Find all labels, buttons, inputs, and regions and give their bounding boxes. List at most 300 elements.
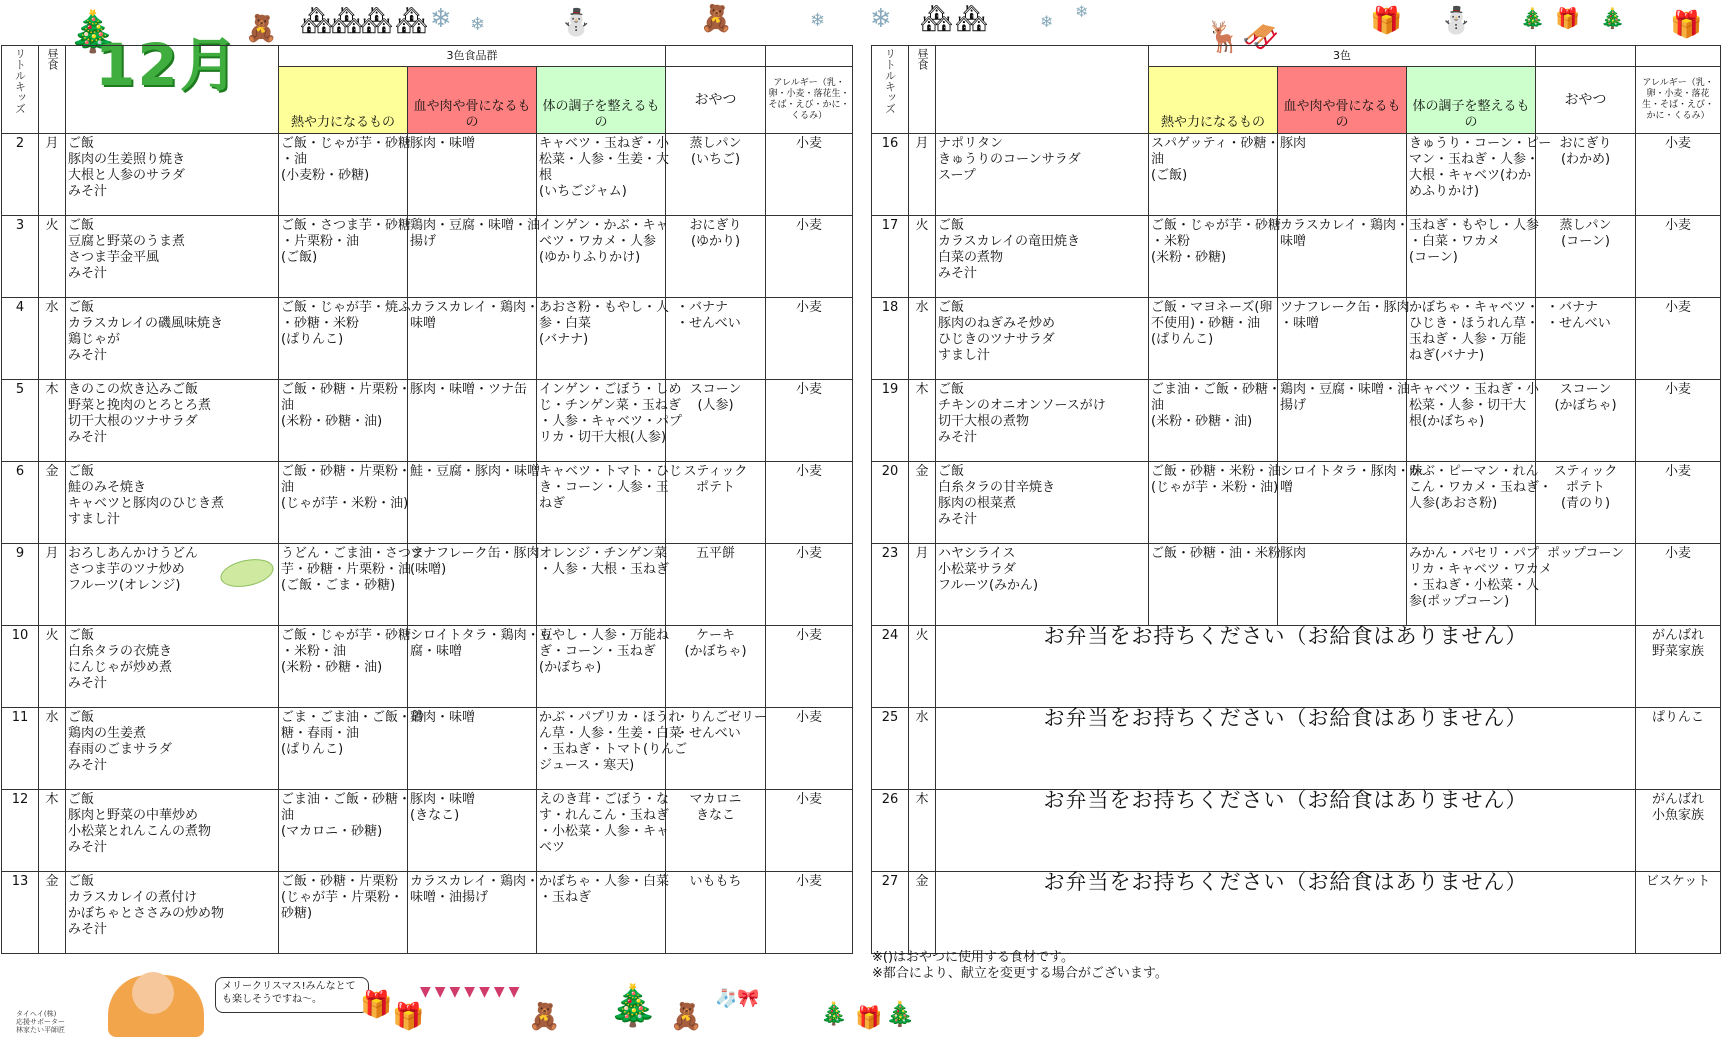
bunting-icon: ▼▼▼▼▼▼▼	[420, 984, 524, 1000]
ingredient-text: リカ・切干大根(人参)	[539, 430, 667, 445]
snack-cell	[666, 134, 766, 216]
lunch-menu-cell	[66, 380, 279, 462]
gift-icon: 🎁	[1370, 6, 1403, 36]
menu-item: みそ汁	[68, 758, 108, 773]
menu-item: 豚肉の根菜煮	[938, 496, 1017, 511]
date-cell: 3	[2, 216, 39, 298]
lunch-menu-cell	[936, 298, 1149, 380]
bento-notice: お弁当をお持ちください（お給食はありません）	[936, 626, 1636, 708]
ingredient-text: ・玉ねぎ	[539, 890, 592, 905]
menu-table-right	[871, 45, 1721, 954]
snack-header-top	[1536, 46, 1636, 67]
weekday-cell: 火	[39, 626, 66, 708]
menu-header	[66, 46, 279, 134]
menu-item: ご飯	[68, 218, 95, 233]
snack-text: ポテト	[696, 480, 736, 495]
weekday-cell: 木	[39, 380, 66, 462]
allergy-header-top	[1636, 46, 1721, 67]
snack-cell	[1536, 216, 1636, 298]
snack-cell	[666, 790, 766, 872]
allergy-cell: 小麦	[766, 790, 853, 872]
ingredient-text: カラスカレイ・鶏肉・	[410, 874, 539, 889]
yellow-group-cell	[279, 708, 425, 790]
ingredient-text: キャベツ・玉ねぎ・小	[1409, 382, 1540, 397]
allergy-cell: 小麦	[1636, 216, 1721, 298]
weekday-cell: 金	[909, 462, 936, 544]
menu-item: みそ汁	[68, 266, 108, 281]
ingredient-text: かぼちゃ・人参・白菜	[539, 874, 670, 889]
allergy-header: アレルギー（乳・卵・小麦・落花生・そば・えび・かに・くるみ）	[1636, 67, 1721, 134]
bento-notice: お弁当をお持ちください（お給食はありません）	[936, 790, 1636, 872]
bear-icon: 🧸	[528, 1002, 561, 1032]
red-group-cell	[1278, 380, 1411, 462]
ingredient-text: (ご飯)	[281, 250, 318, 265]
snack-cell	[666, 216, 766, 298]
yellow-group-cell	[279, 134, 412, 216]
ingredient-text: (きなこ)	[410, 808, 460, 823]
ingredient-text: (じゃが芋・米粉・油)	[1151, 480, 1279, 495]
menu-item: みそ汁	[68, 676, 108, 691]
allergy-cell: 小麦	[1636, 134, 1721, 216]
green-group-cell	[537, 708, 688, 790]
snack-text: ポテト	[1566, 480, 1606, 495]
group-green-header: 体の調子を整えるもの	[1407, 67, 1536, 134]
ingredient-text: ご飯・砂糖・米粉・油	[1151, 464, 1282, 479]
food-groups-header: 3色食品群	[279, 46, 666, 67]
snack-text: スコーン	[1559, 382, 1612, 397]
ingredient-text: す・れんこん・玉ねぎ	[539, 808, 670, 823]
ingredient-text: カラスカレイ・鶏肉・	[1280, 218, 1409, 233]
snack-text: スティック	[1553, 464, 1618, 479]
lunch-menu-cell	[66, 134, 279, 216]
menu-item: ひじきのツナサラダ	[938, 332, 1055, 347]
red-group-cell	[1278, 298, 1410, 380]
ingredient-text: ツナフレーク缶・豚肉	[1280, 300, 1410, 315]
house-icon: 🏘	[330, 6, 364, 36]
snack-header: おやつ	[1536, 67, 1636, 134]
house-icon: 🏘	[955, 4, 989, 34]
menu-item: みそ汁	[68, 922, 108, 937]
snack-cell	[1536, 462, 1636, 544]
menu-item: スープ	[938, 168, 976, 183]
ingredient-text: (ご飯)	[1151, 168, 1188, 183]
red-group-cell	[408, 872, 537, 954]
snack-cell	[1636, 626, 1721, 708]
ingredient-text: ・味噌	[1280, 316, 1320, 331]
ingredient-text: 不使用)・砂糖・油	[1151, 316, 1261, 331]
ingredient-text: もやし・人参・万能ね	[539, 628, 670, 643]
weekday-cell: 木	[909, 380, 936, 462]
red-group-cell	[408, 544, 540, 626]
menu-item: 豆腐と野菜のうま煮	[68, 234, 186, 249]
lunch-header: 昼食	[39, 46, 66, 134]
weekday-cell: 金	[39, 462, 66, 544]
ingredient-text: (米粉・砂糖・油)	[281, 660, 383, 675]
snowflake-icon: ❄	[810, 10, 826, 31]
red-group-cell	[408, 216, 541, 298]
menu-table-left	[1, 45, 853, 954]
menu-item: みそ汁	[68, 184, 108, 199]
red-group-cell	[408, 708, 537, 790]
house-icon: 🏘	[920, 4, 954, 34]
ingredient-text: ジュース・寒天)	[539, 758, 635, 773]
yellow-group-cell	[279, 790, 412, 872]
food-groups-header: 3色	[1149, 46, 1536, 67]
ingredient-text: 参(ポップコーン)	[1409, 594, 1510, 609]
ingredient-text: (ぱりんこ)	[1151, 332, 1214, 347]
ingredient-text: 味噌	[410, 316, 437, 331]
lunch-header: 昼食	[909, 46, 936, 134]
snack-text: がんばれ	[1652, 792, 1705, 807]
yellow-group-cell	[279, 298, 412, 380]
snack-text: 小魚家族	[1652, 808, 1705, 823]
bento-notice: お弁当をお持ちください（お給食はありません）	[936, 872, 1636, 954]
menu-item: フルーツ(オレンジ)	[68, 578, 181, 593]
menu-row	[872, 216, 1721, 298]
lunch-menu-cell	[66, 708, 279, 790]
ingredient-text: スパゲッティ・砂糖・	[1151, 136, 1280, 151]
bento-row	[872, 626, 1721, 708]
snack-cell	[666, 626, 766, 708]
ingredient-text: かぶ・ピーマン・れん	[1409, 464, 1539, 479]
ingredient-text: ん草・人参・生姜・白菜	[539, 726, 683, 741]
menu-item: きのこの炊き込みご飯	[68, 382, 199, 397]
allergy-cell: 小麦	[766, 708, 853, 790]
ingredient-text: ご飯・砂糖・片栗粉・	[281, 382, 412, 397]
ingredient-text: (小麦粉・砂糖)	[281, 168, 370, 183]
weekday-cell: 金	[909, 872, 936, 954]
ingredient-text: 芋・砂糖・片栗粉・油	[281, 562, 412, 577]
bento-row	[872, 872, 1721, 954]
ingredient-text: かぼちゃ・キャベツ・	[1409, 300, 1540, 315]
ingredient-text: ご飯・じゃが芋・砂糖	[281, 628, 412, 643]
ingredient-text: ・片栗粉・油	[281, 234, 360, 249]
weekday-cell: 金	[39, 872, 66, 954]
ingredient-text: き・コーン・人参・玉	[539, 480, 669, 495]
menu-item: 小松菜サラダ	[938, 562, 1016, 577]
green-group-cell	[1407, 298, 1540, 380]
allergy-cell: 小麦	[766, 544, 853, 626]
ingredient-text: 松菜・人参・切干大	[1409, 398, 1527, 413]
christmas-tree-icon: 🎄	[1520, 6, 1545, 30]
ingredient-text: めふりかけ)	[1409, 184, 1480, 199]
menu-item: 鶏じゃが	[68, 332, 121, 347]
date-cell: 4	[2, 298, 39, 380]
christmas-tree-icon: 🎄	[1600, 6, 1625, 30]
lunch-menu-cell	[66, 872, 279, 954]
ingredient-text: (コーン)	[1409, 250, 1458, 265]
red-group-cell	[1278, 134, 1407, 216]
ingredient-text: (いちごジャム)	[539, 184, 627, 199]
supporter-face	[132, 972, 174, 1014]
ingredient-text: ・米粉	[1151, 234, 1191, 249]
ingredient-text: 油	[281, 808, 295, 823]
menu-item: 切干大根のツナサラダ	[68, 414, 198, 429]
menu-item: すまし汁	[68, 512, 121, 527]
menu-item: ご飯	[938, 382, 965, 397]
ingredient-text: 参・白菜	[539, 316, 592, 331]
snowman-icon: ⛄	[1440, 6, 1473, 36]
yellow-group-cell	[1149, 380, 1282, 462]
red-group-cell	[1278, 544, 1407, 626]
notes	[872, 950, 1168, 982]
date-cell: 26	[872, 790, 909, 872]
menu-item: ご飯	[68, 874, 95, 889]
date-cell: 27	[872, 872, 909, 954]
snack-text: 五平餅	[696, 546, 736, 561]
menu-item: みそ汁	[68, 840, 108, 855]
weekday-cell: 火	[909, 216, 936, 298]
snack-text: 野菜家族	[1652, 644, 1705, 659]
yellow-group-cell	[279, 544, 425, 626]
menu-item: ナポリタン	[938, 136, 1004, 151]
menu-row	[2, 544, 853, 626]
snack-text: マカロニ	[689, 792, 742, 807]
green-group-cell	[1407, 216, 1540, 298]
date-cell: 24	[872, 626, 909, 708]
allergy-cell: 小麦	[766, 462, 853, 544]
menu-item: 野菜と挽肉のとろとろ煮	[68, 398, 212, 413]
menu-item: 白糸タラの衣焼き	[68, 644, 173, 659]
snack-text: 蒸しパン	[1559, 218, 1612, 233]
gift-icon: 🧦🎀	[715, 988, 760, 1009]
ingredient-text: (ご飯・ごま・砂糖)	[281, 578, 396, 593]
menu-item: みそ汁	[68, 430, 108, 445]
snack-text: おにぎり	[1559, 136, 1612, 151]
date-cell: 20	[872, 462, 909, 544]
red-group-cell	[408, 298, 537, 380]
ingredient-text: (味噌)	[410, 562, 447, 577]
menu-item: 春雨のごまサラダ	[68, 742, 172, 757]
ingredient-text: えのき茸・ごぼう・な	[539, 792, 670, 807]
menu-item: みそ汁	[68, 348, 108, 363]
menu-header	[936, 46, 1149, 134]
menu-item: 豚肉と野菜の中華炒め	[68, 808, 199, 823]
snack-cell	[666, 872, 766, 954]
ingredient-text: 玉ねぎ・人参・万能	[1409, 332, 1527, 347]
lunch-menu-cell	[66, 462, 279, 544]
date-cell: 16	[872, 134, 909, 216]
red-group-cell	[408, 380, 537, 462]
menu-row	[872, 462, 1721, 544]
date-cell: 9	[2, 544, 39, 626]
ingredient-text: ご飯・じゃが芋・砂糖	[1151, 218, 1282, 233]
snowflake-icon: ❄	[870, 4, 892, 34]
ingredient-text: (米粉・砂糖・油)	[1151, 414, 1253, 429]
snack-text: おにぎり	[689, 218, 742, 233]
snack-header-top	[666, 46, 766, 67]
weekday-cell: 水	[909, 298, 936, 380]
little-kids-header: リトルキッズ	[872, 46, 909, 134]
ingredient-text: シロイトタラ・豚肉・味	[1280, 464, 1423, 479]
date-cell: 23	[872, 544, 909, 626]
ingredient-text: 松菜・人参・生姜・大	[539, 152, 670, 167]
ingredient-text: リカ・キャベツ・ワカメ	[1409, 562, 1552, 577]
ingredient-text: 鶏肉・豆腐・味噌・油	[410, 218, 541, 233]
menu-row	[872, 134, 1721, 216]
allergy-cell: 小麦	[1636, 544, 1721, 626]
red-group-cell	[408, 134, 537, 216]
menu-item: みそ汁	[938, 430, 978, 445]
gift-icon: 🎁	[855, 1006, 883, 1031]
ingredient-text: (ぱりんこ)	[281, 332, 344, 347]
menu-item: カラスカレイの竜田焼き	[938, 234, 1080, 249]
menu-item: みそ汁	[938, 266, 978, 281]
group-green-header: 体の調子を整えるもの	[537, 67, 666, 134]
ingredient-text: ・砂糖・米粉	[281, 316, 360, 331]
menu-item: おろしあんかけうどん	[68, 546, 199, 561]
menu-item: 大根と人参のサラダ	[68, 168, 185, 183]
red-group-cell	[1278, 216, 1407, 298]
bento-notice: お弁当をお持ちください（お給食はありません）	[936, 708, 1636, 790]
menu-row	[2, 872, 853, 954]
bear-icon: 🧸	[670, 1002, 703, 1032]
menu-item: ご飯	[68, 792, 95, 807]
menu-item: すまし汁	[938, 348, 991, 363]
snack-cell	[1636, 872, 1721, 954]
snack-text: ・せんべい	[676, 726, 741, 741]
weekday-cell: 月	[909, 134, 936, 216]
date-cell: 2	[2, 134, 39, 216]
house-icon: 🏘	[360, 6, 394, 36]
menu-item: ご飯	[68, 136, 95, 151]
green-group-cell	[1407, 134, 1552, 216]
bear-icon: 🧸	[700, 4, 733, 34]
snowman-icon: ⛄	[560, 8, 593, 38]
gift-icon: 🎁	[360, 990, 393, 1020]
weekday-cell: 月	[39, 134, 66, 216]
red-group-cell	[1278, 462, 1423, 544]
weekday-cell: 月	[39, 544, 66, 626]
green-group-cell	[537, 134, 670, 216]
ingredient-text: (じゃが芋・片栗粉・	[281, 890, 404, 905]
ingredient-text: 揚げ	[1280, 398, 1307, 413]
date-cell: 25	[872, 708, 909, 790]
menu-item: ご飯	[938, 464, 965, 479]
group-yellow-header: 熱や力になるもの	[279, 67, 408, 134]
menu-row	[872, 380, 1721, 462]
lunch-menu-cell	[936, 134, 1149, 216]
snack-cell	[1536, 380, 1636, 462]
date-cell: 13	[2, 872, 39, 954]
ingredient-text: ・玉ねぎ・小松菜・人	[1409, 578, 1540, 593]
ingredient-text: (ゆかりふりかけ)	[539, 250, 641, 265]
menu-item: ご飯	[938, 218, 965, 233]
allergy-cell: 小麦	[766, 626, 853, 708]
menu-item: 豚肉のねぎみそ炒め	[938, 316, 1056, 331]
ingredient-text: 根	[539, 168, 553, 183]
ingredient-text: (米粉・砂糖・油)	[281, 414, 383, 429]
menu-item: キャベツと豚肉のひじき煮	[68, 496, 225, 511]
ingredient-text: インゲン・かぶ・キャ	[539, 218, 669, 233]
snowflake-icon: ❄	[1040, 12, 1054, 31]
green-group-cell	[537, 380, 683, 462]
ingredient-text: 油	[281, 398, 295, 413]
allergy-cell: 小麦	[766, 216, 853, 298]
ingredient-text: 鶏肉・味噌	[410, 710, 476, 725]
menu-row	[2, 708, 853, 790]
green-group-cell	[537, 216, 669, 298]
ingredient-text: ごま油・ご飯・砂糖・	[281, 792, 412, 807]
menu-item: 鮭のみそ焼き	[68, 480, 147, 495]
snack-cell	[1536, 298, 1636, 380]
ingredient-text: じ・チンゲン菜・玉ねぎ	[539, 398, 681, 413]
snack-text: ケーキ	[696, 628, 736, 643]
ingredient-text: ・玉ねぎ・トマト(りんご	[539, 742, 688, 757]
menu-row	[2, 380, 853, 462]
menu-item: みそ汁	[938, 512, 978, 527]
yellow-group-cell	[279, 462, 412, 544]
snack-header: おやつ	[666, 67, 766, 134]
snack-text: (青のり)	[1560, 496, 1611, 511]
ingredient-text: ご飯・さつま芋・砂糖	[281, 218, 412, 233]
gift-icon: 🎁	[392, 1002, 425, 1032]
ingredient-text: 鶏肉・豆腐・味噌・油	[1280, 382, 1411, 397]
lunch-menu-cell	[66, 626, 279, 708]
ingredient-text: ねぎ(バナナ)	[1409, 348, 1485, 363]
ingredient-text: ご飯・砂糖・片栗粉	[281, 874, 399, 889]
snack-text: (人参)	[697, 398, 734, 413]
menu-item: カラスカレイの磯風味焼き	[68, 316, 223, 331]
menu-item: 白菜の煮物	[938, 250, 1004, 265]
yellow-group-cell	[279, 626, 412, 708]
allergy-cell: 小麦	[766, 380, 853, 462]
menu-item: ご飯	[68, 300, 95, 315]
yellow-group-cell	[1149, 134, 1278, 216]
weekday-cell: 火	[39, 216, 66, 298]
snowflake-icon: ❄	[470, 14, 486, 35]
date-cell: 6	[2, 462, 39, 544]
snack-text: (ゆかり)	[690, 234, 741, 249]
menu-item: チキンのオニオンソースがけ	[938, 398, 1106, 413]
snack-text: (いちご)	[690, 152, 741, 167]
ingredient-text: みかん・パセリ・パプ	[1409, 546, 1540, 561]
snack-text: ・バナナ	[676, 300, 729, 315]
ingredient-text: 豚肉・味噌	[410, 792, 476, 807]
lunch-menu-cell	[936, 544, 1149, 626]
snack-cell	[1636, 708, 1721, 790]
ingredient-text: インゲン・ごぼう・しめ	[539, 382, 682, 397]
snack-text: ・バナナ	[1546, 300, 1599, 315]
ingredient-text: シロイトタラ・鶏肉・豆	[410, 628, 553, 643]
yellow-group-cell	[279, 216, 412, 298]
ingredient-text: 根(かぼちゃ)	[1409, 414, 1485, 429]
gift-icon: 🎁	[1670, 10, 1703, 40]
allergy-cell: 小麦	[766, 872, 853, 954]
lunch-menu-cell	[66, 216, 279, 298]
ingredient-text: ぎ・コーン・玉ねぎ	[539, 644, 656, 659]
green-group-cell	[1407, 462, 1553, 544]
ingredient-text: こん・ワカメ・玉ねぎ・	[1409, 480, 1553, 495]
gift-icon: 🎁	[1555, 6, 1580, 30]
allergy-cell: 小麦	[1636, 462, 1721, 544]
snack-text: いももち	[689, 874, 742, 889]
ingredient-text: ごま・ごま油・ご飯・砂	[281, 710, 425, 725]
ingredient-text: 豚肉	[1280, 546, 1307, 561]
green-group-cell	[537, 872, 670, 954]
snack-cell	[666, 544, 766, 626]
ingredient-text: ・小松菜・人参・キャ	[539, 824, 670, 839]
ingredient-text: 豚肉	[1280, 136, 1307, 151]
menu-item: ご飯	[68, 464, 95, 479]
ingredient-text: キャベツ・玉ねぎ・小	[539, 136, 670, 151]
menu-row	[2, 134, 853, 216]
menu-item: きゅうりのコーンサラダ	[938, 152, 1081, 167]
lunch-menu-cell	[66, 298, 279, 380]
bento-row	[872, 790, 1721, 872]
ingredient-text: 油	[281, 480, 295, 495]
ingredient-text: ご飯・マヨネーズ(卵	[1151, 300, 1273, 315]
